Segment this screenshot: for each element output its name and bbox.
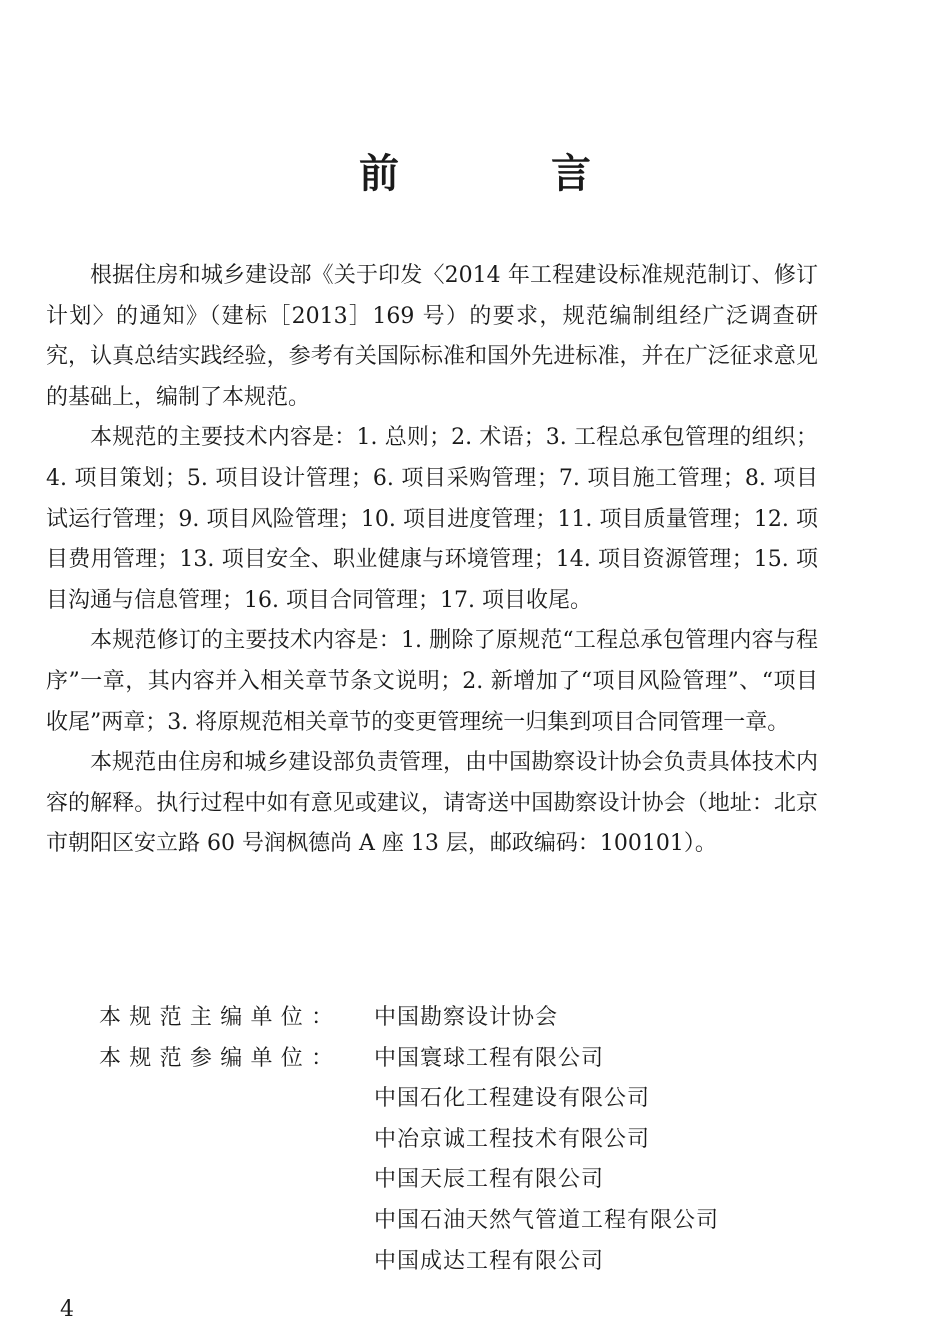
participating-editor-item: 中国石化工程建设有限公司	[374, 1086, 651, 1112]
paragraph-main-contents: 本规范的主要技术内容是：1. 总则；2. 术语；3. 工程总承包管理的组织；4. 项目策划；5. 项目设计管理；6. 项目采购管理；7. 项目施工管理；8. 项目试运行管理；9. 项目风险管理；10. 项目进度管理；11. 项目质量管理；12. 项目费用管理；13. 项目安全、职业健康与环境管理；14. 项目资源管理；15. 项目沟通与信息管理；16. 项目合同管理；17. 项目收尾。	[46, 425, 818, 613]
participating-editor-item: 中国寰球工程有限公司	[374, 1045, 605, 1071]
participating-editor-item: 中冶京诚工程技术有限公司	[374, 1126, 651, 1152]
participating-editor-item: 中国成达工程有限公司	[374, 1248, 605, 1274]
paragraph-revision-contents: 本规范修订的主要技术内容是：1. 删除了原规范“工程总承包管理内容与程序”一章，其内容并入相关章节条文说明；2. 新增加了“项目风险管理”、“项目收尾”两章；3. 将原规范相关章节的变更管理统一归集到项目合同管理一章。	[46, 628, 818, 735]
paragraph-background: 根据住房和城乡建设部《关于印发〈2014 年工程建设标准规范制订、修订计划〉的通知》（建标［2013］169 号）的要求，规范编制组经广泛调查研究，认真总结实践经验，参考有关国际标准和国外先进标准，并在广泛征求意见的基础上，编制了本规范。	[46, 263, 818, 410]
chief-editor-row	[46, 998, 826, 1039]
participating-editor-label: 本规范参编单位：	[99, 1045, 342, 1071]
editor-units	[46, 998, 826, 1282]
page-title: 前 言	[359, 151, 647, 197]
preface-body	[46, 256, 818, 865]
participating-editor-item: 中国石油天然气管道工程有限公司	[374, 1207, 720, 1233]
page-number: 4	[60, 1297, 74, 1322]
chief-editor-label: 本规范主编单位：	[99, 1005, 342, 1030]
participating-editor-item: 中国天辰工程有限公司	[374, 1167, 605, 1193]
participating-editor-row	[46, 1039, 826, 1080]
paragraph-management: 本规范由住房和城乡建设部负责管理，由中国勘察设计协会负责具体技术内容的解释。执行过程中如有意见或建议，请寄送中国勘察设计协会（地址：北京市朝阳区安立路 60 号润枫德尚 A 座 13 层，邮政编码：100101）。	[46, 750, 818, 857]
chief-editor-value: 中国勘察设计协会	[374, 1005, 559, 1030]
